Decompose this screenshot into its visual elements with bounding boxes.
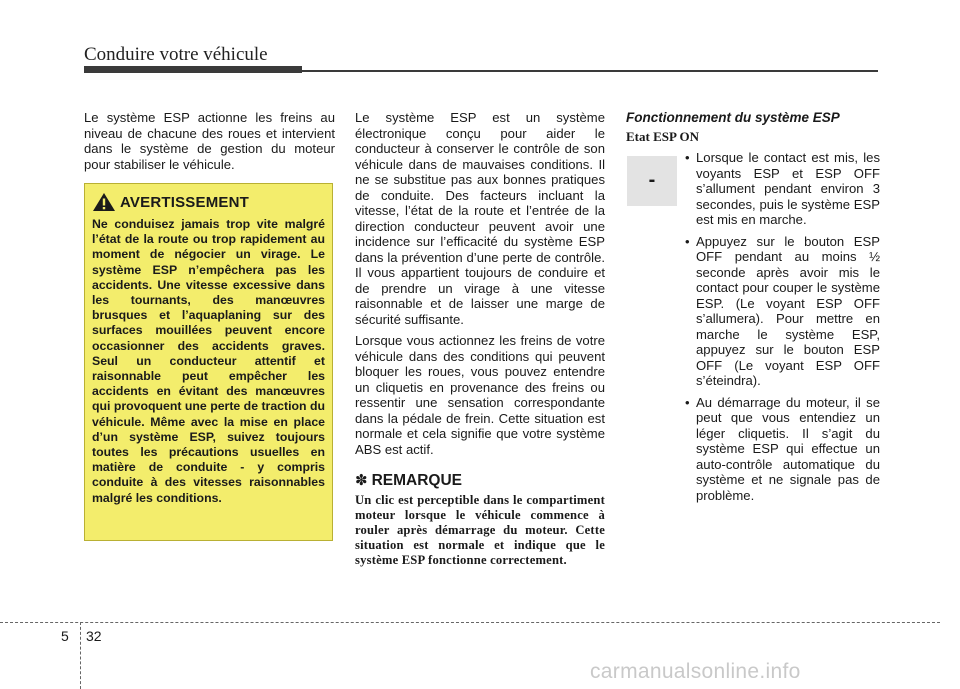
list-item: [685, 150, 880, 228]
indicator-placeholder: -: [627, 156, 677, 206]
list-item: [685, 395, 880, 504]
bullet-dot: •: [685, 394, 690, 410]
remark-text: Un clic est perceptible dans le compartiment moteur lorsque le véhicule commence à rouler après démarrage du moteur. Cette situation est normale et indique que le système ESP fonctionne correctement.: [355, 492, 605, 568]
column-left: [84, 110, 335, 178]
state-label: Etat ESP ON: [626, 128, 699, 144]
remark-header: [355, 473, 605, 489]
esp-description-paragraph: Le système ESP est un système électronique conçu pour aider le conducteur à conserver le contrôle de son véhicule dans de mauvaises conditions. Il ne se substitue pas aux bonnes pratiques de conduite. Des facteurs incluant la vitesse, l’état de la route et l’entrée de la direction conducteur peuvent avoir une incidence sur l’efficacité du système ESP dans la prévention d’une perte de contrôle. Il vous appartient toujours de conduire et de prendre un virage à une vitesse raisonnable et de laisser une marge de sécurité suffisante.: [355, 110, 605, 327]
bullet-list: [685, 150, 880, 509]
warning-triangle-icon: [92, 192, 116, 212]
footer-dashed-line: [0, 622, 940, 623]
bullet-text: Appuyez sur le bouton ESP OFF pendant au moins ½ seconde après avoir mis le contact pour couper le système ESP. (Le voyant ESP OFF s’allumera). Pour mettre en marche le système ESP, appuyez sur le bouton ESP OFF (Le voyant ESP OFF s’éteindra).: [696, 233, 880, 388]
warning-text: Ne conduisez jamais trop vite malgré l’état de la route ou trop rapidement au moment de négocier un virage. Le système ESP n’empêchera pas les accidents. Une vitesse excessive dans les tournants, des manœuvres brusques et l’aquaplaning sur des surfaces mouillées peuvent encore occasionner des accidents graves. Seul un conducteur attentif et raisonnable peut empêcher les accidents en évitant des manœuvres qui provoquent une perte de traction du véhicule. Même avec la mise en place d’un système ESP, suivez toujours toutes les précautions usuelles en matière de conduite - y compris conduite à des vitesses raisonnables malgré les conditions.: [92, 217, 325, 505]
warning-title: AVERTISSEMENT: [120, 193, 250, 211]
watermark: carmanualsonline.info: [590, 660, 801, 683]
remark-title: REMARQUE: [371, 472, 462, 489]
header-rule-thin: [302, 70, 878, 72]
state-row: [626, 150, 880, 509]
column-middle: [355, 110, 605, 569]
warning-header: [92, 192, 325, 212]
bullet-dot: •: [685, 150, 690, 165]
bullet-dot: •: [685, 233, 690, 249]
section-number: 5: [61, 628, 69, 644]
footer-dashed-divider: [80, 622, 81, 689]
page-number: 32: [86, 628, 102, 644]
header-rule-thick: [84, 66, 302, 73]
page-header-title: Conduire votre véhicule: [84, 44, 268, 65]
column-right: [626, 110, 880, 509]
bullet-text: Au démarrage du moteur, il se peut que vous entendiez un léger cliquetis. Il s’agit du système ESP qui effectue un auto-contrôle automatique du système et ne signale pas de problème.: [696, 394, 880, 503]
section-title: Fonctionnement du système ESP: [626, 110, 840, 125]
warning-box: [84, 183, 333, 541]
intro-paragraph: Le système ESP actionne les freins au niveau de chacune des roues et intervient dans le système de gestion du moteur pour stabiliser le véhicule.: [84, 110, 335, 172]
remark-star-icon: ✽: [355, 472, 368, 489]
list-item: [685, 234, 880, 389]
abs-brake-paragraph: Lorsque vous actionnez les freins de votre véhicule dans des conditions qui peuvent bloquer les roues, vous pouvez entendre un cliquetis en provenance des freins ou ressentir une sensation correspondante dans la pédale de frein. Cette situation est normale et cela signifie que votre système ABS est actif.: [355, 333, 605, 457]
bullet-text: Lorsque le contact est mis, les voyants ESP et ESP OFF s’allument pendant environ 3 secondes, puis le système ESP est mis en marche.: [696, 150, 880, 227]
